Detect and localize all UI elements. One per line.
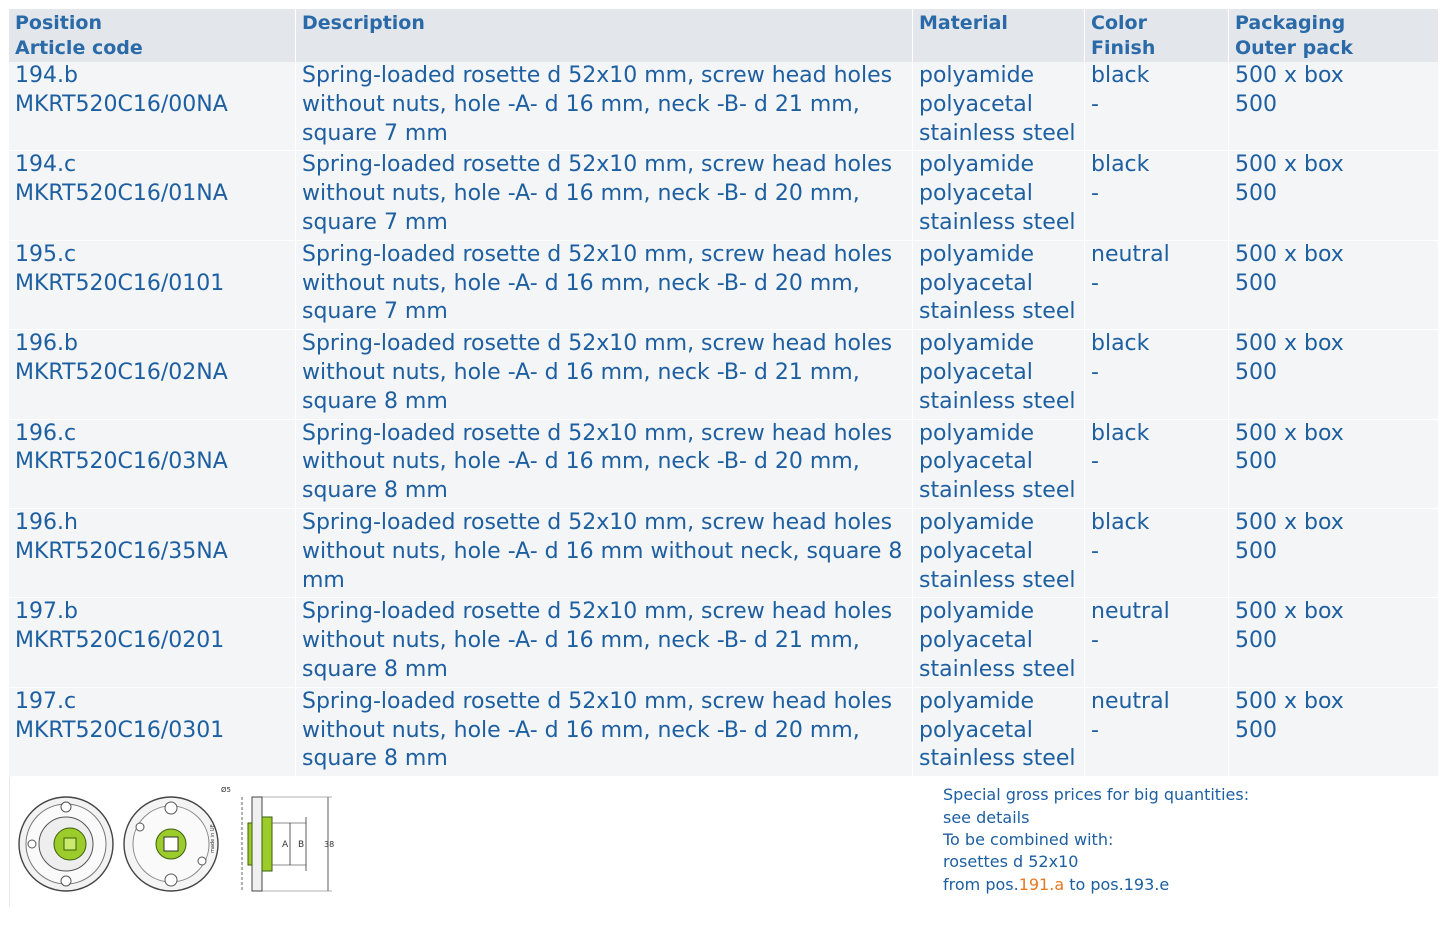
- pos-191a-link[interactable]: 191.a: [1018, 874, 1065, 894]
- packaging-value: 500 x box: [1235, 599, 1344, 625]
- packaging-value: 500 x box: [1235, 509, 1344, 535]
- packaging-value: 500 x box: [1235, 241, 1344, 267]
- outer-pack-value: 500: [1235, 449, 1277, 475]
- packaging-value: 500 x box: [1235, 331, 1344, 357]
- outer-pack-value: 500: [1235, 270, 1277, 296]
- description-line: square 7 mm: [302, 299, 448, 325]
- description-line: without nuts, hole -A- d 16 mm, neck -B- d 20 mm,: [302, 270, 860, 296]
- article-code: MKRT520C16/02NA: [15, 359, 228, 385]
- article-code: MKRT520C16/0201: [15, 628, 225, 654]
- material-line: polyamide: [919, 509, 1035, 535]
- description-line: square 7 mm: [302, 120, 448, 146]
- rosette-front-view-icon: [19, 797, 113, 891]
- outer-pack-value: 500: [1235, 181, 1277, 207]
- material-line: polyamide: [919, 152, 1035, 178]
- position-number: 197.c: [15, 688, 77, 714]
- header-position: Position Article code: [9, 9, 296, 62]
- product-table-container: [9, 9, 1439, 907]
- material-line: polyacetal: [919, 717, 1033, 743]
- cell-description: [296, 241, 913, 330]
- position-number: 194.c: [15, 152, 77, 178]
- finish-value: -: [1091, 359, 1099, 385]
- description-line: without nuts, hole -A- d 16 mm, neck -B- d 20 mm,: [302, 717, 860, 743]
- svg-text:made in UE: made in UE: [210, 824, 216, 854]
- cell-position: [9, 598, 296, 687]
- cell-color: [1085, 598, 1229, 687]
- description-line: without nuts, hole -A- d 16 mm, neck -B- d 21 mm,: [302, 359, 860, 385]
- material-line: stainless steel: [919, 478, 1076, 504]
- table-row: [9, 598, 1439, 687]
- finish-value: -: [1091, 181, 1099, 207]
- cell-position: [9, 420, 296, 509]
- cell-description: [296, 598, 913, 687]
- svg-text:Ø5: Ø5: [221, 786, 231, 795]
- svg-text:38: 38: [324, 840, 335, 850]
- description-line: Spring-loaded rosette d 52x10 mm, screw head holes: [302, 509, 893, 535]
- finish-value: -: [1091, 449, 1099, 475]
- cell-material: [913, 688, 1085, 777]
- article-code: MKRT520C16/01NA: [15, 181, 228, 207]
- packaging-value: 500 x box: [1235, 63, 1344, 88]
- material-line: stainless steel: [919, 388, 1076, 414]
- table-row: [9, 688, 1439, 777]
- header-packaging: Packaging Outer pack: [1229, 9, 1439, 62]
- description-line: Spring-loaded rosette d 52x10 mm, screw head holes: [302, 152, 893, 178]
- finish-value: -: [1091, 717, 1099, 743]
- article-code: MKRT520C16/00NA: [15, 91, 228, 117]
- cell-position: [9, 688, 296, 777]
- cell-color: [1085, 420, 1229, 509]
- outer-pack-value: 500: [1235, 717, 1277, 743]
- color-value: black: [1091, 63, 1150, 88]
- header-material: Material: [913, 9, 1085, 62]
- outer-pack-value: 500: [1235, 628, 1277, 654]
- material-line: polyamide: [919, 599, 1035, 625]
- cell-color: [1085, 241, 1229, 330]
- outer-pack-value: 500: [1235, 538, 1277, 564]
- article-code: MKRT520C16/0101: [15, 270, 225, 296]
- cell-description: [296, 151, 913, 240]
- notes-block: [943, 784, 1249, 896]
- table-row: [9, 420, 1439, 509]
- note-range: from pos.191.a to pos.193.e: [943, 874, 1170, 894]
- cell-material: [913, 420, 1085, 509]
- table-row: [9, 241, 1439, 330]
- packaging-value: 500 x box: [1235, 152, 1344, 178]
- cell-material: [913, 241, 1085, 330]
- cell-description: [296, 509, 913, 598]
- description-line: square 8 mm: [302, 388, 448, 414]
- cell-packaging: [1229, 420, 1439, 509]
- material-line: polyacetal: [919, 91, 1033, 117]
- packaging-value: 500 x box: [1235, 688, 1344, 714]
- material-line: polyamide: [919, 420, 1035, 446]
- note-big-quantities: Special gross prices for big quantities:: [943, 785, 1250, 805]
- cell-description: [296, 330, 913, 419]
- outer-pack-value: 500: [1235, 359, 1277, 385]
- description-line: without nuts, hole -A- d 16 mm, neck -B- d 20 mm,: [302, 181, 860, 207]
- position-number: 196.h: [15, 509, 78, 535]
- color-value: black: [1091, 152, 1150, 178]
- material-line: stainless steel: [919, 209, 1076, 235]
- product-table: [9, 9, 1439, 777]
- material-line: polyacetal: [919, 449, 1033, 475]
- material-line: polyamide: [919, 688, 1035, 714]
- finish-value: -: [1091, 538, 1099, 564]
- cell-position: [9, 509, 296, 598]
- description-line: without nuts, hole -A- d 16 mm without neck, square 8: [302, 538, 903, 564]
- cell-color: [1085, 509, 1229, 598]
- cell-packaging: [1229, 598, 1439, 687]
- description-line: without nuts, hole -A- d 16 mm, neck -B- d 20 mm,: [302, 449, 860, 475]
- material-line: polyamide: [919, 331, 1035, 357]
- material-line: polyamide: [919, 63, 1035, 88]
- description-line: Spring-loaded rosette d 52x10 mm, screw head holes: [302, 420, 893, 446]
- color-value: black: [1091, 331, 1150, 357]
- material-line: polyacetal: [919, 538, 1033, 564]
- description-line: Spring-loaded rosette d 52x10 mm, screw head holes: [302, 63, 893, 88]
- note-combine-heading: To be combined with:: [943, 829, 1114, 849]
- position-number: 195.c: [15, 241, 77, 267]
- header-description: Description: [296, 9, 913, 62]
- cell-material: [913, 151, 1085, 240]
- header-color: Color Finish: [1085, 9, 1229, 62]
- cell-position: [9, 330, 296, 419]
- packaging-value: 500 x box: [1235, 420, 1344, 446]
- position-number: 196.c: [15, 420, 77, 446]
- material-line: polyacetal: [919, 359, 1033, 385]
- material-line: stainless steel: [919, 299, 1076, 325]
- rosette-face-view-icon: [124, 797, 218, 891]
- cell-description: [296, 420, 913, 509]
- material-line: stainless steel: [919, 567, 1076, 593]
- cell-color: [1085, 62, 1229, 151]
- position-number: 197.b: [15, 599, 78, 625]
- table-row: [9, 151, 1439, 240]
- cell-packaging: [1229, 241, 1439, 330]
- cell-material: [913, 62, 1085, 151]
- cell-packaging: [1229, 688, 1439, 777]
- position-number: 196.b: [15, 331, 78, 357]
- cell-position: [9, 241, 296, 330]
- color-value: neutral: [1091, 241, 1170, 267]
- svg-text:B: B: [298, 840, 305, 851]
- outer-pack-value: 500: [1235, 91, 1277, 117]
- cell-color: [1085, 151, 1229, 240]
- description-line: square 8 mm: [302, 656, 448, 682]
- color-value: black: [1091, 420, 1150, 446]
- article-code: MKRT520C16/03NA: [15, 449, 228, 475]
- cell-packaging: [1229, 62, 1439, 151]
- description-line: square 8 mm: [302, 478, 448, 504]
- table-footer: [9, 777, 1439, 907]
- table-row: [9, 509, 1439, 598]
- cell-packaging: [1229, 509, 1439, 598]
- finish-value: -: [1091, 270, 1099, 296]
- rosette-technical-drawing: [16, 783, 346, 905]
- description-line: Spring-loaded rosette d 52x10 mm, screw head holes: [302, 599, 893, 625]
- color-value: neutral: [1091, 688, 1170, 714]
- cell-position: [9, 151, 296, 240]
- rosette-section-view-icon: [221, 786, 334, 891]
- description-line: square 8 mm: [302, 746, 448, 772]
- cell-material: [913, 598, 1085, 687]
- cell-color: [1085, 330, 1229, 419]
- finish-value: -: [1091, 628, 1099, 654]
- cell-position: [9, 62, 296, 151]
- description-line: Spring-loaded rosette d 52x10 mm, screw head holes: [302, 331, 893, 357]
- finish-value: -: [1091, 91, 1099, 117]
- cell-packaging: [1229, 330, 1439, 419]
- color-value: black: [1091, 509, 1150, 535]
- cell-color: [1085, 688, 1229, 777]
- cell-material: [913, 330, 1085, 419]
- material-line: polyacetal: [919, 270, 1033, 296]
- position-number: 194.b: [15, 63, 78, 88]
- material-line: stainless steel: [919, 120, 1076, 146]
- table-row: [9, 330, 1439, 419]
- description-line: without nuts, hole -A- d 16 mm, neck -B- d 21 mm,: [302, 91, 860, 117]
- color-value: neutral: [1091, 599, 1170, 625]
- material-line: polyacetal: [919, 181, 1033, 207]
- table-row: [9, 62, 1439, 151]
- note-see-details-link[interactable]: see details: [943, 807, 1030, 827]
- note-rosettes: rosettes d 52x10: [943, 852, 1079, 872]
- material-line: stainless steel: [919, 746, 1076, 772]
- article-code: MKRT520C16/0301: [15, 717, 225, 743]
- cell-packaging: [1229, 151, 1439, 240]
- description-line: square 7 mm: [302, 209, 448, 235]
- material-line: stainless steel: [919, 656, 1076, 682]
- svg-text:A: A: [282, 840, 289, 851]
- article-code: MKRT520C16/35NA: [15, 538, 228, 564]
- cell-material: [913, 509, 1085, 598]
- description-line: Spring-loaded rosette d 52x10 mm, screw head holes: [302, 688, 893, 714]
- table-header-row: [9, 9, 1439, 62]
- cell-description: [296, 688, 913, 777]
- material-line: polyacetal: [919, 628, 1033, 654]
- cell-description: [296, 62, 913, 151]
- description-line: without nuts, hole -A- d 16 mm, neck -B- d 21 mm,: [302, 628, 860, 654]
- material-line: polyamide: [919, 241, 1035, 267]
- description-line: mm: [302, 567, 345, 593]
- description-line: Spring-loaded rosette d 52x10 mm, screw head holes: [302, 241, 893, 267]
